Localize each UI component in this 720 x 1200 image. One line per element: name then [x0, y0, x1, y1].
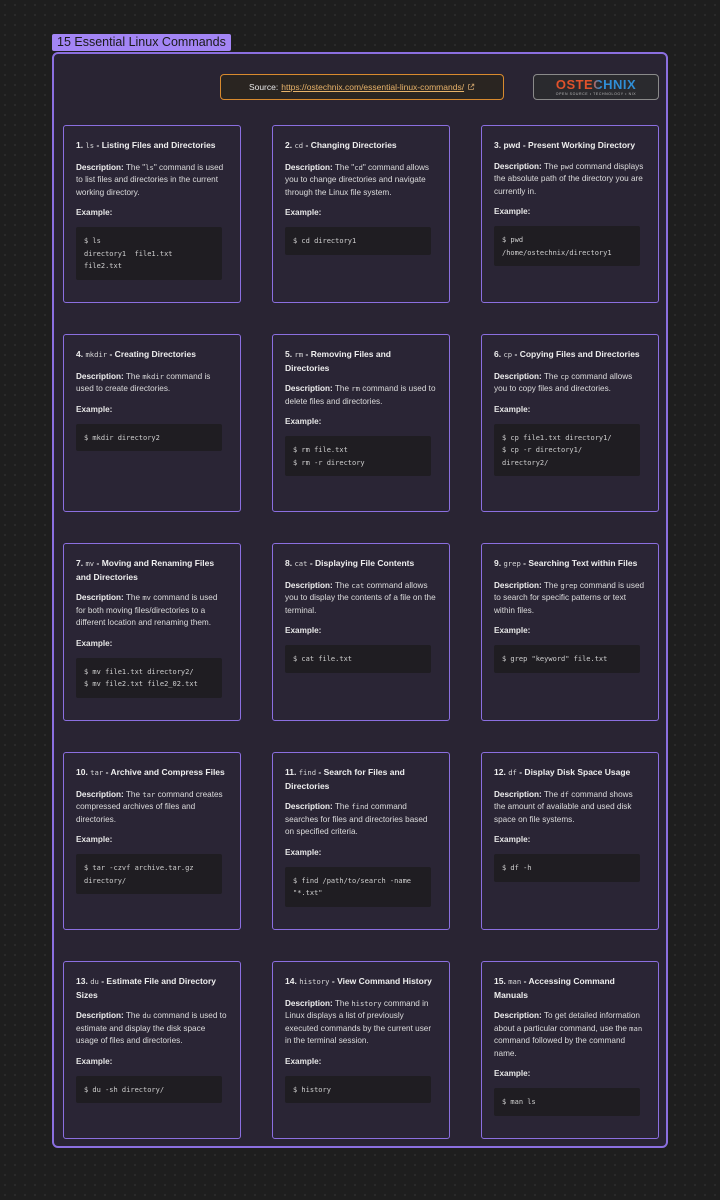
code-line: $ cd directory1: [293, 237, 357, 245]
card-description: Description: The tar command creates compressed archives of files and directories.: [76, 789, 223, 824]
code-line: file2.txt: [84, 262, 122, 270]
command-name: man: [508, 977, 522, 986]
card-description: Description: The pwd command displays the absolute path of the directory you are currently in.: [494, 161, 644, 196]
command-name: mv: [85, 559, 95, 568]
card-title: 4. mkdir - Creating Directories: [76, 349, 196, 359]
card-title: 13. du - Estimate File and Directory Sizes: [76, 976, 217, 1000]
code-line: $ grep "keyword" file.txt: [502, 655, 608, 663]
code-block: [285, 867, 431, 907]
code-block: [494, 645, 640, 673]
command-card: [272, 961, 450, 1139]
example-label: Example:: [494, 626, 531, 635]
command-card: [63, 961, 241, 1139]
command-card: [272, 125, 450, 303]
example-label: Example:: [494, 404, 531, 414]
command-name: cat: [294, 559, 308, 568]
command-name: du: [90, 977, 99, 986]
code-line: $ cat file.txt: [293, 655, 353, 663]
command-card: [481, 543, 659, 721]
code-block: [285, 436, 431, 476]
command-name: mkdir: [85, 350, 108, 359]
frame-label: 15 Essential Linux Commands: [52, 34, 231, 51]
code-line: $ ls: [84, 237, 101, 245]
external-link-icon[interactable]: [467, 83, 475, 91]
code-line: $ history: [293, 1085, 331, 1094]
source-prefix: Source:: [248, 82, 279, 92]
card-description: Description: The mkdir command is used to create directories.: [76, 371, 211, 393]
command-card: [63, 543, 241, 721]
example-label: Example:: [285, 417, 322, 426]
command-card: [272, 543, 450, 721]
code-line: $ df -h: [502, 864, 532, 872]
card-title: 10. tar - Archive and Compress Files: [76, 767, 225, 777]
example-label: Example:: [494, 207, 531, 216]
source-box: [220, 74, 504, 100]
code-block: [76, 1076, 222, 1104]
code-line: $ rm -r directory: [293, 458, 365, 467]
card-title: 1. ls - Listing Files and Directories: [76, 140, 216, 150]
source-link[interactable]: https://ostechnix.com/essential-linux-commands/: [281, 82, 465, 92]
logo-tagline: OPEN SOURCE • TECHNOLOGY • NIX: [555, 92, 637, 96]
card-description: Description: The df command shows the amount of available and used disk space on file systems.: [494, 789, 633, 824]
card-description: Description: The rm command is used to delete files and directories.: [285, 384, 436, 406]
code-line: $ mv file2.txt file2_02.txt: [84, 680, 198, 688]
example-label: Example:: [285, 1056, 322, 1066]
command-card: [63, 752, 241, 930]
ostechnix-logo: [533, 74, 659, 100]
logo-text: OSTECHNIX: [555, 77, 637, 92]
card-description: Description: The history command in Linux displays a list of previously executed commands by the current user in the terminal session.: [285, 998, 432, 1045]
card-description: Description: The cat command allows you to display the contents of a file on the terminal.: [285, 580, 436, 615]
command-card: [63, 334, 241, 512]
code-block: [285, 227, 431, 255]
code-line: $ mv file1.txt directory2/: [84, 667, 194, 676]
main-frame: [52, 52, 668, 1148]
card-title: 3. pwd - Present Working Directory: [494, 140, 636, 150]
command-card: [481, 125, 659, 303]
code-block: [76, 658, 222, 698]
example-label: Example:: [285, 208, 322, 217]
example-label: Example:: [494, 835, 531, 844]
card-description: Description: The "cd" command allows you to change directories and navigate through the Linux file system.: [285, 162, 430, 197]
code-line: $ find /path/to/search -name "*.txt": [293, 876, 416, 897]
code-line: $ man ls: [502, 1098, 536, 1106]
code-block: [76, 854, 222, 894]
code-block: [285, 1076, 431, 1104]
card-description: Description: To get detailed information about a particular command, use the man command followed by the command name.: [494, 1011, 643, 1058]
example-label: Example:: [76, 835, 113, 844]
code-line: $ pwd: [502, 236, 524, 244]
example-label: Example:: [285, 847, 322, 857]
code-block: [494, 226, 640, 266]
card-title: 5. rm - Removing Files and Directories: [285, 349, 391, 373]
code-block: [76, 227, 222, 280]
command-name: grep: [503, 559, 521, 568]
card-title: 9. grep - Searching Text within Files: [494, 558, 638, 568]
example-label: Example:: [285, 626, 322, 635]
command-name: find: [298, 768, 317, 777]
code-block: [76, 424, 222, 452]
command-name: cd: [294, 141, 304, 150]
card-title: 8. cat - Displaying File Contents: [285, 558, 415, 568]
card-title: 6. cp - Copying Files and Directories: [494, 349, 640, 359]
command-card: [481, 334, 659, 512]
command-name: df: [508, 768, 517, 777]
code-block: [494, 1088, 640, 1116]
code-line: $ du -sh directory/: [84, 1085, 165, 1094]
example-label: Example:: [76, 638, 113, 648]
code-line: $ mkdir directory2: [84, 433, 160, 442]
command-card: [272, 752, 450, 930]
code-line: directory1 file1.txt: [84, 249, 173, 258]
card-title: 2. cd - Changing Directories: [285, 140, 397, 150]
command-name: tar: [90, 768, 104, 777]
example-label: Example:: [76, 208, 113, 217]
command-name: cp: [503, 350, 513, 359]
command-card: [272, 334, 450, 512]
command-name: history: [299, 977, 330, 986]
card-description: Description: The find command searches for files and directories based on specified criteria.: [285, 802, 428, 836]
code-line: $ tar -czvf archive.tar.gz directory/: [84, 864, 198, 885]
code-block: [494, 854, 640, 882]
card-title: 7. mv - Moving and Renaming Files and Directories: [76, 558, 215, 582]
code-line: $ rm file.txt: [293, 446, 348, 454]
example-label: Example:: [76, 1056, 113, 1066]
code-block: [285, 645, 431, 673]
card-title: 11. find - Search for Files and Directories: [285, 767, 405, 791]
card-title: 12. df - Display Disk Space Usage: [494, 767, 631, 777]
card-description: Description: The mv command is used for both moving files/directories to a different location and renaming them.: [76, 593, 218, 627]
card-description: Description: The du command is used to estimate and display the disk space usage of files and directories.: [76, 1011, 227, 1045]
command-card: [481, 752, 659, 930]
example-label: Example:: [76, 404, 113, 414]
command-name: ls: [85, 141, 95, 150]
code-line: $ cp file1.txt directory1/: [502, 433, 612, 442]
card-description: Description: The grep command is used to search for specific patterns or text within files.: [494, 580, 645, 615]
card-description: Description: The cp command allows you to copy files and directories.: [494, 371, 633, 393]
card-description: Description: The "ls" command is used to list files and directories in the current working directory.: [76, 162, 224, 197]
example-label: Example:: [494, 1069, 531, 1078]
command-name: rm: [294, 350, 304, 359]
card-title: 14. history - View Command History: [285, 976, 432, 986]
command-card: [63, 125, 241, 303]
code-line: $ cp -r directory1/ directory2/: [502, 446, 587, 467]
code-block: [494, 424, 640, 477]
code-line: /home/ostechnix/directory1: [502, 248, 612, 257]
command-card: [481, 961, 659, 1139]
card-title: 15. man - Accessing Command Manuals: [494, 976, 615, 1000]
